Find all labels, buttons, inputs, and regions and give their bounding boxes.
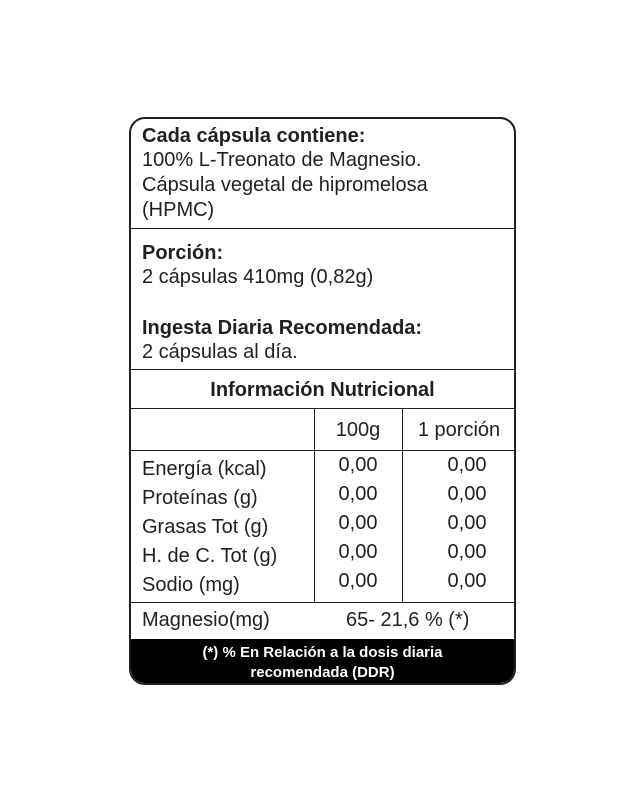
row-value-100g: 0,00: [338, 454, 378, 476]
divider: [131, 408, 514, 409]
row-value-serving: 0,00: [447, 512, 487, 534]
row-value-100g: 0,00: [338, 483, 378, 505]
divider: [131, 228, 514, 229]
row-value-serving: 0,00: [447, 483, 487, 505]
row-value-serving: 0,00: [447, 570, 487, 592]
footnote: [131, 639, 514, 683]
nutrition-title: Información Nutricional: [210, 379, 435, 401]
serving-heading: Porción:: [142, 242, 224, 264]
row-value-100g: 0,00: [338, 570, 378, 592]
magnesium-label: Magnesio(mg): [142, 609, 270, 631]
contents-line-3: (HPMC): [142, 199, 215, 221]
column-divider: [314, 408, 315, 602]
intake-value: 2 cápsulas al día.: [142, 341, 298, 363]
nutrition-label: [129, 117, 516, 685]
row-label: Sodio (mg): [142, 574, 240, 596]
divider: [131, 369, 514, 370]
row-label: Grasas Tot (g): [142, 516, 269, 538]
divider: [131, 602, 514, 603]
row-label: Energía (kcal): [142, 458, 267, 480]
footnote-line-2: recomendada (DDR): [250, 664, 395, 681]
serving-value: 2 cápsulas 410mg (0,82g): [142, 266, 374, 288]
row-label: Proteínas (g): [142, 487, 258, 509]
contents-heading: Cada cápsula contiene:: [142, 125, 366, 147]
column-divider: [402, 408, 403, 602]
row-label: H. de C. Tot (g): [142, 545, 278, 567]
row-value-100g: 0,00: [338, 512, 378, 534]
column-header-100g: 100g: [335, 419, 381, 441]
row-value-100g: 0,00: [338, 541, 378, 563]
footnote-line-1: (*) % En Relación a la dosis diaria: [202, 644, 443, 661]
contents-line-1: 100% L-Treonato de Magnesio.: [142, 149, 422, 171]
row-value-serving: 0,00: [447, 541, 487, 563]
intake-heading: Ingesta Diaria Recomendada:: [142, 317, 423, 339]
column-header-serving: 1 porción: [417, 419, 501, 441]
contents-line-2: Cápsula vegetal de hipromelosa: [142, 174, 428, 196]
magnesium-value: 65- 21,6 % (*): [346, 609, 470, 631]
row-value-serving: 0,00: [447, 454, 487, 476]
